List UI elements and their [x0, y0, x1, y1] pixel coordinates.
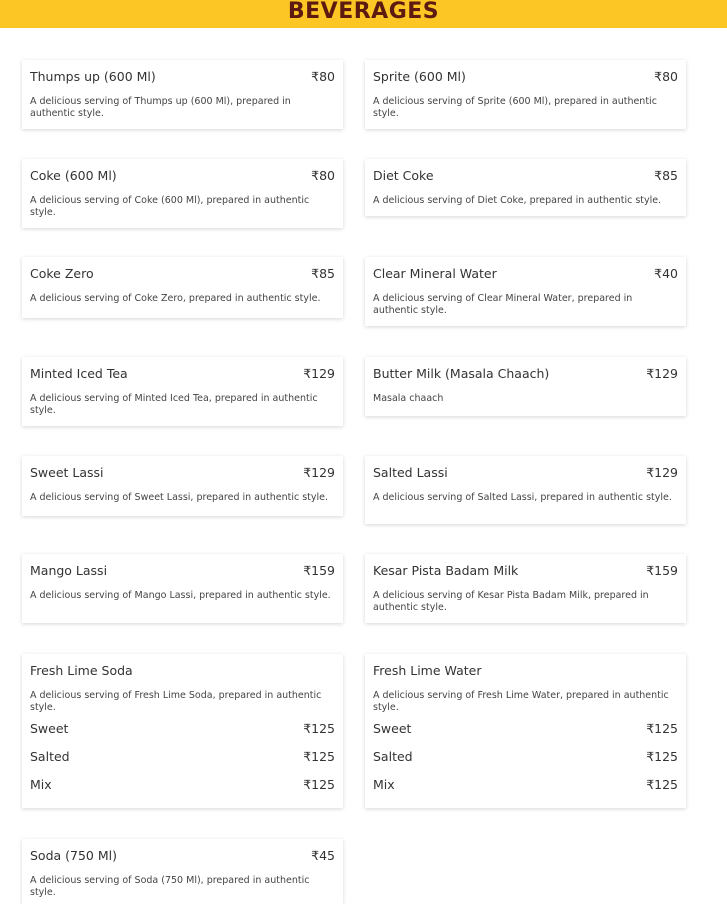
item-price: ₹45 — [311, 848, 335, 863]
menu-item-card[interactable] — [365, 60, 686, 129]
menu-item-card[interactable] — [365, 159, 686, 216]
section-header — [0, 0, 727, 28]
item-price: ₹85 — [654, 168, 678, 183]
option-name: Sweet — [373, 721, 412, 736]
item-name: Diet Coke — [373, 168, 434, 183]
item-option[interactable] — [30, 720, 335, 748]
item-option[interactable] — [30, 748, 335, 776]
menu-item-card[interactable] — [365, 456, 686, 524]
item-name: Coke (600 Ml) — [30, 168, 117, 183]
item-description: A delicious serving of Clear Mineral Water, prepared in authentic style. — [373, 293, 633, 316]
option-name: Mix — [30, 777, 52, 792]
option-price: ₹125 — [303, 749, 335, 764]
item-price: ₹159 — [303, 563, 335, 578]
item-description: A delicious serving of Salted Lassi, prepared in authentic style. — [373, 492, 672, 503]
option-name: Mix — [373, 777, 395, 792]
item-name: Fresh Lime Water — [373, 663, 482, 678]
option-name: Salted — [373, 749, 413, 764]
item-description: A delicious serving of Coke (600 Ml), prepared in authentic style. — [30, 195, 310, 218]
menu-item-card[interactable] — [22, 456, 343, 516]
item-name: Coke Zero — [30, 266, 94, 281]
menu-item-card[interactable] — [22, 257, 343, 318]
item-price: ₹80 — [311, 69, 335, 84]
item-description: A delicious serving of Kesar Pista Badam Milk, prepared in authentic style. — [373, 590, 649, 613]
option-name: Sweet — [30, 721, 69, 736]
menu-item-card[interactable] — [22, 839, 343, 904]
item-name: Clear Mineral Water — [373, 266, 497, 281]
item-name: Sprite (600 Ml) — [373, 69, 466, 84]
option-price: ₹125 — [303, 777, 335, 792]
section-title: BEVERAGES — [287, 0, 440, 24]
item-description: A delicious serving of Coke Zero, prepared in authentic style. — [30, 293, 321, 304]
item-price: ₹80 — [311, 168, 335, 183]
item-option[interactable] — [30, 776, 335, 804]
item-name: Mango Lassi — [30, 563, 108, 578]
item-price: ₹129 — [646, 366, 678, 381]
item-price: ₹129 — [646, 465, 678, 480]
item-description: Masala chaach — [373, 393, 444, 404]
option-price: ₹125 — [303, 721, 335, 736]
item-description: A delicious serving of Diet Coke, prepared in authentic style. — [373, 195, 662, 206]
menu-item-card[interactable] — [22, 159, 343, 228]
item-name: Sweet Lassi — [30, 465, 104, 480]
item-name: Soda (750 Ml) — [30, 848, 117, 863]
menu-item-card[interactable] — [365, 357, 686, 416]
menu-item-card[interactable] — [365, 654, 686, 808]
menu-item-card[interactable] — [22, 357, 343, 426]
item-option[interactable] — [373, 720, 678, 748]
item-option[interactable] — [373, 748, 678, 776]
item-description: A delicious serving of Thumps up (600 Ml), prepared in authentic style. — [30, 96, 291, 119]
item-description: A delicious serving of Soda (750 Ml), prepared in authentic style. — [30, 875, 310, 898]
menu-item-card[interactable] — [22, 60, 343, 129]
item-price: ₹129 — [303, 366, 335, 381]
menu-item-card[interactable] — [365, 257, 686, 326]
item-price: ₹40 — [654, 266, 678, 281]
item-name: Kesar Pista Badam Milk — [373, 563, 519, 578]
option-name: Salted — [30, 749, 70, 764]
item-price: ₹159 — [646, 563, 678, 578]
item-name: Minted Iced Tea — [30, 366, 128, 381]
option-price: ₹125 — [646, 721, 678, 736]
item-description: A delicious serving of Sprite (600 Ml), prepared in authentic style. — [373, 96, 657, 119]
item-description: A delicious serving of Fresh Lime Water, prepared in authentic style. — [373, 690, 669, 713]
item-name: Thumps up (600 Ml) — [30, 69, 156, 84]
option-price: ₹125 — [646, 777, 678, 792]
item-name: Fresh Lime Soda — [30, 663, 133, 678]
item-description: A delicious serving of Fresh Lime Soda, prepared in authentic style. — [30, 690, 322, 713]
menu-item-card[interactable] — [365, 554, 686, 623]
item-name: Salted Lassi — [373, 465, 448, 480]
item-name: Butter Milk (Masala Chaach) — [373, 366, 550, 381]
item-price: ₹129 — [303, 465, 335, 480]
item-price: ₹85 — [311, 266, 335, 281]
item-price: ₹80 — [654, 69, 678, 84]
menu-item-card[interactable] — [22, 654, 343, 808]
item-option[interactable] — [373, 776, 678, 804]
item-description: A delicious serving of Minted Iced Tea, prepared in authentic style. — [30, 393, 318, 416]
item-description: A delicious serving of Sweet Lassi, prepared in authentic style. — [30, 492, 329, 503]
option-price: ₹125 — [646, 749, 678, 764]
item-description: A delicious serving of Mango Lassi, prepared in authentic style. — [30, 590, 331, 601]
menu-item-card[interactable] — [22, 554, 343, 623]
